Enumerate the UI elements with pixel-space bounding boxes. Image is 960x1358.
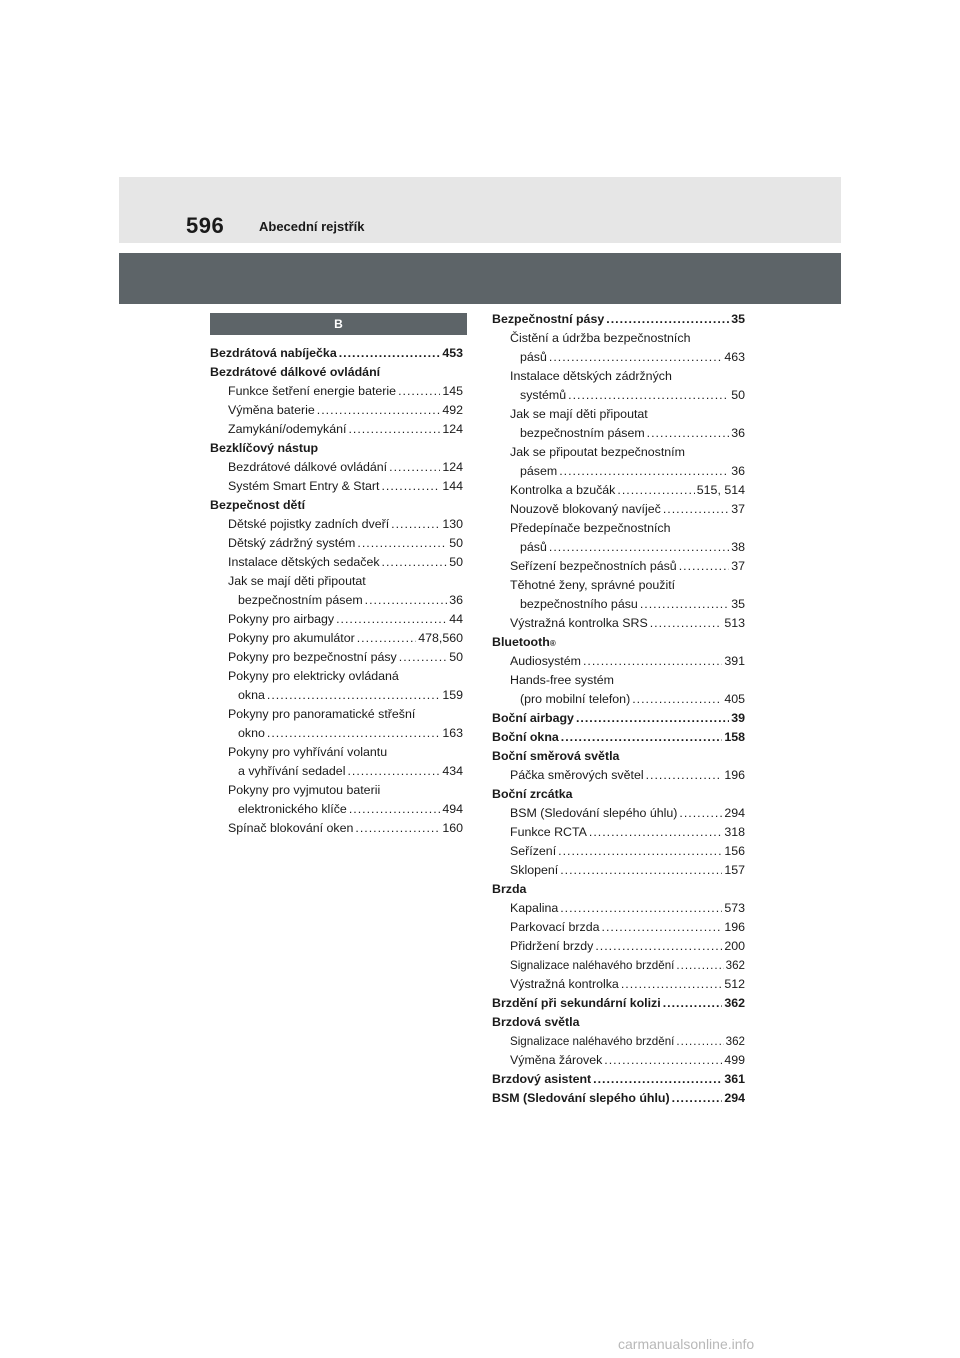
index-entry <box>210 382 463 401</box>
page-ref: 499 <box>724 1053 745 1067</box>
page-number: 596 <box>186 213 225 238</box>
index-entry <box>492 1070 745 1089</box>
index-entry <box>210 705 463 724</box>
leader-dots <box>602 918 723 937</box>
page-ref: 513 <box>724 616 745 630</box>
index-entry <box>210 781 463 800</box>
leader-dots <box>357 534 447 553</box>
index-entry <box>492 595 745 614</box>
leader-dots <box>549 538 729 557</box>
index-entry-text: Signalizace naléhavého brzdění <box>510 1035 675 1048</box>
index-entry <box>492 937 745 956</box>
index-entry-text: pásů <box>520 350 547 364</box>
dark-band <box>119 253 841 304</box>
index-entry-text: Audiosystém <box>510 654 581 668</box>
page-ref: 145 <box>442 384 463 398</box>
index-entry-text: Funkce šetření energie baterie <box>228 384 397 398</box>
page-ref: 159 <box>442 688 463 702</box>
page-ref: 200 <box>724 939 745 953</box>
index-entry-text: Čistění a údržba bezpečnostních <box>510 331 691 345</box>
index-entry <box>492 519 745 538</box>
page-ref: 37 <box>731 502 745 516</box>
index-entry <box>210 363 463 382</box>
leader-dots <box>663 500 729 519</box>
index-entry-text: Kontrolka a bzučák <box>510 483 616 497</box>
leader-dots <box>679 804 722 823</box>
index-entry <box>210 724 463 743</box>
page-ref: 160 <box>442 821 463 835</box>
index-entry-text: Bezdrátová nabíječka <box>210 346 337 360</box>
index-entry-text: Výměna žárovek <box>510 1053 603 1067</box>
page-ref: 196 <box>724 768 745 782</box>
index-entry <box>210 401 463 420</box>
index-entry <box>210 534 463 553</box>
page-ref: 124 <box>442 460 463 474</box>
leader-dots <box>576 709 729 728</box>
index-entry-text: Jak se mají děti připoutat <box>510 407 648 421</box>
index-entry-text: Bezpečnostní pásy <box>492 312 605 326</box>
leader-dots <box>589 823 722 842</box>
page-ref: 512 <box>724 977 745 991</box>
leader-dots <box>632 690 722 709</box>
page-ref: 35 <box>731 312 745 326</box>
page-ref: 362 <box>725 959 745 972</box>
leader-dots <box>676 1032 723 1051</box>
page-ref: 294 <box>724 1091 745 1105</box>
index-entry-text: Spínač blokování oken <box>228 821 354 835</box>
page-ref: 318 <box>724 825 745 839</box>
index-entry <box>492 804 745 823</box>
leader-dots <box>595 937 722 956</box>
leader-dots <box>348 420 440 439</box>
leader-dots <box>317 401 441 420</box>
index-entry <box>210 496 463 515</box>
index-entry <box>210 477 463 496</box>
index-entry-text: Pokyny pro bezpečnostní pásy <box>228 650 397 664</box>
index-entry-text: pásů <box>520 540 547 554</box>
index-entry-text: Dětské pojistky zadních dveří <box>228 517 390 531</box>
index-entry <box>210 572 463 591</box>
index-entry-text: Pokyny pro vyjmutou baterii <box>228 783 381 797</box>
index-entry-text: Brzda <box>492 882 527 896</box>
index-entry-text: Parkovací brzda <box>510 920 600 934</box>
leader-dots <box>621 975 723 994</box>
index-entry <box>210 344 463 363</box>
leader-dots <box>336 610 447 629</box>
index-entry-text: Výstražná kontrolka SRS <box>510 616 648 630</box>
index-entry-text: Bezpečnost dětí <box>210 498 306 512</box>
index-entry-text: bezpečnostním pásem <box>520 426 645 440</box>
index-entry-text: Bezdrátové dálkové ovládání <box>210 365 381 379</box>
index-entry <box>492 956 745 975</box>
index-entry-text: Funkce RCTA <box>510 825 587 839</box>
leader-dots <box>349 800 440 819</box>
index-entry <box>210 458 463 477</box>
page-ref: 492 <box>442 403 463 417</box>
index-entry-text: Přidržení brzdy <box>510 939 594 953</box>
index-entry-text: Nouzově blokovaný navíječ <box>510 502 661 516</box>
index-entry-text: BSM (Sledování slepého úhlu) <box>510 806 678 820</box>
leader-dots <box>365 591 448 610</box>
index-entry <box>492 557 745 576</box>
index-entry <box>492 671 745 690</box>
index-entry <box>210 667 463 686</box>
leader-dots <box>583 652 722 671</box>
index-entry <box>492 1032 745 1051</box>
index-entry <box>492 443 745 462</box>
leader-dots <box>646 766 723 785</box>
index-entry <box>492 652 745 671</box>
index-entry-text: Bezdrátové dálkové ovládání <box>228 460 388 474</box>
index-entry-text: Seřízení bezpečnostních pásů <box>510 559 677 573</box>
index-entry <box>210 762 463 781</box>
index-entry-text: bezpečnostního pásu <box>520 597 638 611</box>
leader-dots <box>382 553 448 572</box>
index-entry <box>492 481 745 500</box>
leader-dots <box>663 994 723 1013</box>
index-entry <box>492 899 745 918</box>
index-entry-text: Boční směrová světla <box>492 749 620 763</box>
index-entry <box>492 975 745 994</box>
index-entry <box>492 348 745 367</box>
leader-dots <box>679 557 730 576</box>
index-entry <box>210 610 463 629</box>
index-entry: Bluetooth ® <box>492 633 745 652</box>
index-entry-text: Signalizace naléhavého brzdění <box>510 959 675 972</box>
index-entry-text: Pokyny pro panoramatické střešní <box>228 707 416 721</box>
page-ref: 156 <box>724 844 745 858</box>
index-entry-text: Boční okna <box>492 730 559 744</box>
leader-dots <box>391 515 440 534</box>
page-ref: 50 <box>731 388 745 402</box>
leader-dots <box>560 861 722 880</box>
index-entry-text: Sklopení <box>510 863 559 877</box>
index-entry-text: bezpečnostním pásem <box>238 593 363 607</box>
index-entry-text: Výstražná kontrolka <box>510 977 619 991</box>
index-entry-text: Boční airbagy <box>492 711 574 725</box>
page-ref: 37 <box>731 559 745 573</box>
index-entry <box>492 538 745 557</box>
index-entry-text: Pokyny pro airbagy <box>228 612 335 626</box>
index-entry <box>492 690 745 709</box>
page-ref: 405 <box>724 692 745 706</box>
index-entry-text: Pokyny pro akumulátor <box>228 631 355 645</box>
leader-dots <box>617 481 694 500</box>
page-ref: 50 <box>449 650 463 664</box>
index-entry <box>492 386 745 405</box>
leader-dots <box>549 348 722 367</box>
page-ref: 362 <box>724 996 745 1010</box>
page-ref: 453 <box>442 346 463 360</box>
leader-dots <box>676 956 723 975</box>
index-entry-text: pásem <box>520 464 558 478</box>
index-entry <box>210 800 463 819</box>
index-entry-text: Kapalina <box>510 901 559 915</box>
page-ref: 124 <box>442 422 463 436</box>
index-entry <box>210 686 463 705</box>
index-entry <box>492 367 745 386</box>
index-entry <box>492 785 745 804</box>
leader-dots <box>561 728 723 747</box>
index-column-right <box>492 310 745 1108</box>
index-entry-text: systémů <box>520 388 567 402</box>
leader-dots <box>672 1089 723 1108</box>
index-entry-text: a vyhřívání sedadel <box>238 764 346 778</box>
page-ref: 294 <box>724 806 745 820</box>
index-entry <box>492 614 745 633</box>
leader-dots <box>647 424 730 443</box>
page-ref: 50 <box>449 536 463 550</box>
index-entry <box>492 462 745 481</box>
page-ref: 478,560 <box>418 631 463 645</box>
index-entry <box>492 728 745 747</box>
index-entry <box>210 553 463 572</box>
page-ref: 39 <box>731 711 745 725</box>
page-ref: 463 <box>724 350 745 364</box>
index-entry <box>210 591 463 610</box>
leader-dots <box>606 310 729 329</box>
leader-dots <box>559 462 729 481</box>
page-ref: 50 <box>449 555 463 569</box>
leader-dots <box>640 595 729 614</box>
index-entry <box>492 576 745 595</box>
leader-dots <box>347 762 440 781</box>
page-ref: 573 <box>724 901 745 915</box>
page-ref: 36 <box>731 464 745 478</box>
index-entry <box>492 405 745 424</box>
index-entry <box>210 743 463 762</box>
index-entry <box>210 819 463 838</box>
leader-dots <box>650 614 723 633</box>
index-entry-text: (pro mobilní telefon) <box>520 692 631 706</box>
index-entry-text: Jak se připoutat bezpečnostním <box>510 445 685 459</box>
index-entry <box>492 500 745 519</box>
index-entry-text: Pokyny pro elektricky ovládaná <box>228 669 399 683</box>
index-entry-text: Bluetooth <box>492 635 550 649</box>
page-ref: 494 <box>442 802 463 816</box>
index-entry <box>492 823 745 842</box>
page-ref: 163 <box>442 726 463 740</box>
index-entry <box>210 648 463 667</box>
index-entry <box>492 1051 745 1070</box>
index-entry <box>492 310 745 329</box>
page-ref: 361 <box>724 1072 745 1086</box>
index-column-left <box>210 344 463 838</box>
leader-dots <box>568 386 729 405</box>
index-entry-text: Jak se mají děti připoutat <box>228 574 366 588</box>
page-ref: 35 <box>731 597 745 611</box>
page-ref: 130 <box>442 517 463 531</box>
index-entry <box>492 880 745 899</box>
index-entry <box>492 329 745 348</box>
index-entry <box>492 918 745 937</box>
watermark: carmanualsonline.info <box>618 1336 755 1352</box>
page-ref: 362 <box>725 1035 745 1048</box>
page-ref: 157 <box>724 863 745 877</box>
leader-dots <box>355 819 440 838</box>
index-entry <box>492 1013 745 1032</box>
leader-dots <box>381 477 440 496</box>
index-entry <box>492 861 745 880</box>
page-ref: 36 <box>731 426 745 440</box>
page-ref: 515, 514 <box>696 483 745 497</box>
index-entry-text: Bezklíčový nástup <box>210 441 319 455</box>
index-entry-text: Předepínače bezpečnostních <box>510 521 671 535</box>
index-entry <box>210 420 463 439</box>
index-entry-text: Seřízení <box>510 844 557 858</box>
page-ref: 434 <box>442 764 463 778</box>
index-entry <box>492 747 745 766</box>
index-entry <box>492 994 745 1013</box>
leader-dots <box>389 458 440 477</box>
leader-dots <box>604 1051 722 1070</box>
index-entry <box>492 424 745 443</box>
index-entry <box>210 515 463 534</box>
leader-dots <box>593 1070 722 1089</box>
index-entry <box>210 439 463 458</box>
leader-dots <box>560 899 722 918</box>
page-ref: 158 <box>724 730 745 744</box>
index-entry-text: okno <box>238 726 265 740</box>
index-entry-text: Těhotné ženy, správné použití <box>510 578 676 592</box>
leader-dots <box>267 724 440 743</box>
leader-dots <box>339 344 441 363</box>
index-entry-text: Brzdová světla <box>492 1015 580 1029</box>
index-entry-text: BSM (Sledování slepého úhlu) <box>492 1091 670 1105</box>
index-entry <box>492 766 745 785</box>
page-ref: 391 <box>724 654 745 668</box>
index-entry <box>210 629 463 648</box>
page-ref: 44 <box>449 612 463 626</box>
leader-dots <box>398 382 440 401</box>
index-entry-text: Boční zrcátka <box>492 787 573 801</box>
index-entry-text: Instalace dětských sedaček <box>228 555 380 569</box>
index-entry <box>492 709 745 728</box>
letter-badge: B <box>210 313 467 335</box>
leader-dots <box>558 842 722 861</box>
index-entry <box>492 842 745 861</box>
index-entry-text: Systém Smart Entry & Start <box>228 479 380 493</box>
index-entry-text: elektronického klíče <box>238 802 347 816</box>
section-title: Abecední rejstřík <box>259 219 365 234</box>
index-entry <box>492 1089 745 1108</box>
index-entry-text: Dětský zádržný systém <box>228 536 356 550</box>
index-entry-text: Instalace dětských zádržných <box>510 369 672 383</box>
index-entry-text: Zamykání/odemykání <box>228 422 347 436</box>
index-entry-text: Brzdový asistent <box>492 1072 592 1086</box>
header-band <box>119 177 841 243</box>
index-entry-text: Páčka směrových světel <box>510 768 644 782</box>
leader-dots <box>399 648 447 667</box>
leader-dots <box>267 686 440 705</box>
index-entry-text: Pokyny pro vyhřívání volantu <box>228 745 388 759</box>
page-ref: 38 <box>731 540 745 554</box>
index-entry-text: okna <box>238 688 265 702</box>
index-entry-text: Výměna baterie <box>228 403 315 417</box>
index-entry-text: Hands-free systém <box>510 673 614 687</box>
page-ref: 196 <box>724 920 745 934</box>
leader-dots <box>357 629 416 648</box>
page-ref: 36 <box>449 593 463 607</box>
page-ref: 144 <box>442 479 463 493</box>
index-entry-text: Brzdění při sekundární kolizi <box>492 996 661 1010</box>
